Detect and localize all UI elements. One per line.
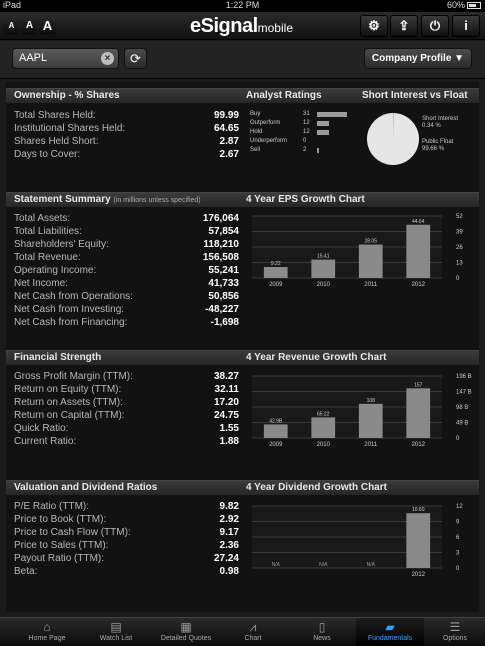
rating-count: 12	[303, 129, 310, 135]
list-item	[14, 565, 239, 578]
symbol-value: AAPL	[19, 52, 48, 64]
device-label: iPad	[3, 0, 22, 10]
tab-label: Options	[442, 635, 468, 642]
y-tick-label: 147 B	[456, 389, 472, 396]
data-label: 108	[366, 397, 375, 404]
revenue-growth-chart	[246, 370, 476, 456]
statement-label: Net Cash from Financing:	[14, 317, 128, 328]
tab-home-page[interactable]	[13, 618, 81, 646]
y-tick-label: 49 B	[456, 420, 469, 427]
rating-label: Outperform	[250, 120, 281, 126]
quotes-icon: ▦	[180, 620, 192, 634]
x-tick-label: 2009	[269, 282, 283, 288]
font-medium-button[interactable]: A	[21, 16, 38, 35]
bar	[359, 245, 383, 278]
rating-row	[250, 119, 360, 128]
list-item	[14, 409, 239, 422]
analyst-title: Analyst Ratings	[246, 90, 322, 101]
power-button[interactable]	[421, 15, 449, 37]
data-label: 28.05	[364, 238, 378, 245]
strength-label: Return on Assets (TTM):	[14, 397, 123, 408]
tab-label: Home Page	[28, 635, 66, 642]
statement-value: -1,698	[210, 317, 239, 328]
pie-legend-short	[422, 116, 458, 130]
app-logo	[190, 15, 293, 38]
strength-value: 32.11	[214, 384, 239, 395]
bar	[311, 260, 335, 278]
section-header-ownership	[6, 88, 479, 103]
statement-label: Total Liabilities:	[14, 226, 82, 237]
x-tick-label: 2011	[364, 442, 378, 448]
list-item	[14, 264, 239, 277]
bar	[359, 404, 383, 438]
home-icon: ⌂	[43, 620, 51, 634]
statement-value: 156,508	[202, 252, 239, 263]
y-tick-label: 98 B	[456, 405, 469, 411]
rating-label: Sell	[250, 147, 261, 153]
legend-label: Short Interest	[422, 116, 459, 122]
list-item	[14, 370, 239, 383]
tab-label: News	[313, 635, 331, 642]
tab-label: Watch List	[99, 635, 133, 642]
x-tick-label: 2012	[411, 572, 425, 578]
tab-label: Detailed Quotes	[160, 635, 212, 642]
rating-label: Hold	[250, 129, 263, 135]
pie-legend-float	[422, 139, 453, 153]
ownership-label: Days to Cover:	[14, 149, 81, 160]
y-tick-label: 0	[456, 436, 460, 442]
list-item	[14, 212, 239, 225]
list-item	[14, 383, 239, 396]
valuation-value: 9.82	[219, 501, 239, 512]
rating-count: 2	[303, 147, 307, 153]
y-tick-label: 6	[456, 535, 460, 541]
strength-label: Current Ratio:	[14, 436, 77, 447]
legend-value: 99.66 %	[422, 146, 445, 152]
statement-value: 50,856	[208, 291, 239, 302]
statement-label: Net Income:	[14, 278, 68, 289]
tab-detailed-quotes[interactable]	[152, 618, 220, 646]
short-interest-title: Short Interest vs Float	[362, 90, 468, 101]
data-label: 9.22	[270, 261, 281, 268]
list-item	[14, 435, 239, 448]
refresh-icon: ⟳	[130, 51, 141, 66]
data-label: 65.22	[316, 411, 330, 418]
ownership-label: Shares Held Short:	[14, 136, 99, 147]
tab-news[interactable]	[288, 618, 356, 646]
data-label: N/A	[319, 562, 328, 568]
list-item	[14, 251, 239, 264]
tab-watch-list[interactable]	[82, 618, 150, 646]
list-item	[14, 539, 239, 552]
statement-list	[14, 212, 239, 329]
data-label: 42.9B	[269, 418, 283, 425]
chart-icon: ⩘	[249, 620, 257, 634]
statement-label: Net Cash from Operations:	[14, 291, 133, 302]
statement-label: Total Revenue:	[14, 252, 81, 263]
settings-button[interactable]	[360, 15, 388, 37]
x-tick-label: 2011	[364, 282, 378, 288]
fundamentals-panel	[6, 82, 479, 612]
section-header-valuation	[6, 480, 479, 495]
dividend-chart-title: 4 Year Dividend Growth Chart	[246, 482, 387, 493]
info-icon: i	[464, 18, 468, 33]
options-icon: ☰	[449, 620, 461, 634]
share-button[interactable]	[390, 15, 418, 37]
ownership-label: Institutional Shares Held:	[14, 123, 126, 134]
x-tick-label: 2012	[411, 442, 425, 448]
ownership-list	[14, 109, 239, 161]
power-icon: ⏻	[429, 18, 441, 33]
list-item	[14, 238, 239, 251]
view-selector-dropdown[interactable]: Company Profile ▼	[364, 48, 472, 69]
ownership-value: 64.65	[213, 123, 239, 134]
valuation-label: Payout Ratio (TTM):	[14, 553, 105, 564]
info-button[interactable]	[452, 15, 480, 37]
statement-label: Operating Income:	[14, 265, 97, 276]
statement-label: Total Assets:	[14, 213, 71, 224]
valuation-value: 2.92	[219, 514, 239, 525]
statement-value: -48,227	[205, 304, 239, 315]
strength-label: Return on Capital (TTM):	[14, 410, 125, 421]
y-tick-label: 39	[456, 229, 463, 236]
statement-value: 57,854	[208, 226, 239, 237]
list-item	[14, 135, 239, 148]
rating-bar	[317, 148, 319, 153]
financial-strength-list	[14, 370, 239, 448]
eps-chart-title: 4 Year EPS Growth Chart	[246, 194, 365, 205]
y-tick-label: 9	[456, 519, 460, 526]
list-item	[14, 316, 239, 329]
section-header-financial-strength	[6, 350, 479, 365]
tab-fundamentals[interactable]	[356, 618, 424, 646]
strength-label: Quick Ratio:	[14, 423, 69, 434]
list-item	[14, 225, 239, 238]
statement-subtitle: (in millions unless specified)	[113, 197, 201, 204]
font-small-button[interactable]: A	[3, 16, 20, 35]
rating-row	[250, 128, 360, 137]
y-tick-label: 26	[456, 245, 463, 251]
strength-label: Return on Equity (TTM):	[14, 384, 122, 395]
bar	[264, 424, 288, 438]
watchlist-icon: ▤	[110, 620, 122, 634]
financial-strength-title: Financial Strength	[14, 352, 102, 363]
data-label: N/A	[271, 562, 280, 568]
ownership-value: 99.99	[213, 110, 239, 121]
tab-label: Chart	[244, 635, 262, 642]
battery-icon	[467, 2, 481, 9]
statement-label: Net Cash from Investing:	[14, 304, 125, 315]
rating-row	[250, 110, 360, 119]
y-tick-label: 3	[456, 550, 460, 557]
x-tick-label: 2012	[411, 282, 425, 288]
y-tick-label: 13	[456, 260, 463, 267]
list-item	[14, 277, 239, 290]
statement-title-text: Statement Summary	[14, 194, 111, 205]
x-tick-label: 2010	[316, 282, 330, 288]
statement-value: 41,733	[208, 278, 239, 289]
rating-label: Underperform	[250, 138, 288, 144]
list-item	[14, 109, 239, 122]
list-item	[14, 122, 239, 135]
rating-row	[250, 137, 360, 146]
strength-value: 24.75	[213, 410, 239, 421]
battery-indicator	[447, 0, 481, 10]
list-item	[14, 422, 239, 435]
tab-chart[interactable]	[219, 618, 287, 646]
valuation-value: 9.17	[219, 527, 239, 538]
strength-value: 1.88	[219, 436, 239, 447]
news-icon: ▯	[318, 620, 326, 634]
dividend-growth-chart	[246, 500, 476, 586]
logo-sub: mobile	[257, 21, 293, 35]
app-header	[0, 12, 485, 40]
clear-icon[interactable]: ×	[101, 52, 114, 65]
symbol-toolbar	[0, 41, 485, 79]
logo-main: eSignal	[190, 15, 258, 37]
rating-count: 31	[303, 111, 310, 117]
bar	[264, 267, 288, 278]
x-tick-label: 2010	[316, 442, 330, 448]
list-item	[14, 303, 239, 316]
rating-count: 12	[303, 120, 310, 126]
x-tick-label: 2009	[269, 442, 283, 448]
valuation-label: P/E Ratio (TTM):	[14, 501, 90, 512]
battery-label: 60%	[446, 0, 465, 10]
valuation-value: 27.24	[213, 553, 239, 564]
font-size-controls	[3, 16, 56, 35]
legend-label: Public Float	[422, 139, 454, 145]
tab-label: Fundamentals	[367, 635, 413, 642]
refresh-button[interactable]	[124, 48, 147, 69]
tab-options[interactable]	[425, 618, 485, 646]
valuation-label: Beta:	[14, 566, 38, 577]
ownership-label: Total Shares Held:	[14, 110, 96, 121]
valuation-value: 2.36	[219, 540, 239, 551]
list-item	[14, 513, 239, 526]
bar	[406, 225, 430, 278]
bar	[406, 388, 430, 438]
bottom-tab-bar	[0, 617, 485, 646]
valuation-value: 0.98	[219, 566, 239, 577]
revenue-chart-title: 4 Year Revenue Growth Chart	[246, 352, 387, 363]
data-label: 157	[414, 382, 423, 389]
share-icon: ⇪	[398, 18, 410, 33]
rating-label: Buy	[250, 111, 261, 117]
data-label: N/A	[366, 562, 375, 568]
symbol-input[interactable]	[12, 48, 119, 69]
rating-row	[250, 146, 360, 155]
list-item	[14, 290, 239, 303]
list-item	[14, 396, 239, 409]
statement-value: 118,210	[203, 239, 239, 250]
valuation-label: Price to Book (TTM):	[14, 514, 107, 525]
y-tick-label: 196 B	[456, 374, 472, 380]
statement-value: 176,064	[202, 213, 239, 224]
eps-growth-chart	[246, 210, 476, 296]
list-item	[14, 500, 239, 513]
y-tick-label: 0	[456, 566, 460, 572]
valuation-label: Price to Cash Flow (TTM):	[14, 527, 131, 538]
y-tick-label: 52	[456, 214, 463, 220]
ownership-title: Ownership - % Shares	[14, 90, 120, 101]
bar	[311, 417, 335, 438]
list-item	[14, 552, 239, 565]
strength-label: Gross Profit Margin (TTM):	[14, 371, 133, 382]
status-bar	[0, 0, 485, 12]
legend-value: 0.34 %	[422, 123, 441, 129]
y-tick-label: 12	[456, 504, 463, 510]
font-large-button[interactable]: A	[39, 16, 56, 35]
statement-title	[14, 194, 201, 205]
statement-label: Shareholders' Equity:	[14, 239, 109, 250]
valuation-list	[14, 500, 239, 578]
analyst-ratings	[250, 110, 360, 155]
data-label: 10.60	[411, 507, 425, 514]
rating-bar	[317, 130, 329, 135]
data-label: 15.41	[316, 253, 330, 260]
list-item	[14, 148, 239, 161]
ownership-value: 2.87	[219, 136, 239, 147]
settings-icon: ⚙	[368, 18, 380, 33]
data-label: 44.64	[411, 218, 425, 225]
short-interest-pie	[366, 112, 420, 166]
rating-count: 0	[303, 138, 307, 144]
strength-value: 17.20	[213, 397, 239, 408]
rating-bar	[317, 121, 329, 126]
list-item	[14, 526, 239, 539]
section-header-statement	[6, 192, 479, 207]
clock: 1:22 PM	[225, 0, 260, 10]
statement-value: 55,241	[208, 265, 239, 276]
strength-value: 38.27	[213, 371, 239, 382]
bar	[406, 513, 430, 568]
valuation-title: Valuation and Dividend Ratios	[14, 482, 158, 493]
strength-value: 1.55	[219, 423, 239, 434]
fundamentals-icon: ▰	[385, 620, 395, 634]
y-tick-label: 0	[456, 276, 460, 282]
valuation-label: Price to Sales (TTM):	[14, 540, 109, 551]
ownership-value: 2.67	[219, 149, 239, 160]
rating-bar	[317, 112, 347, 117]
